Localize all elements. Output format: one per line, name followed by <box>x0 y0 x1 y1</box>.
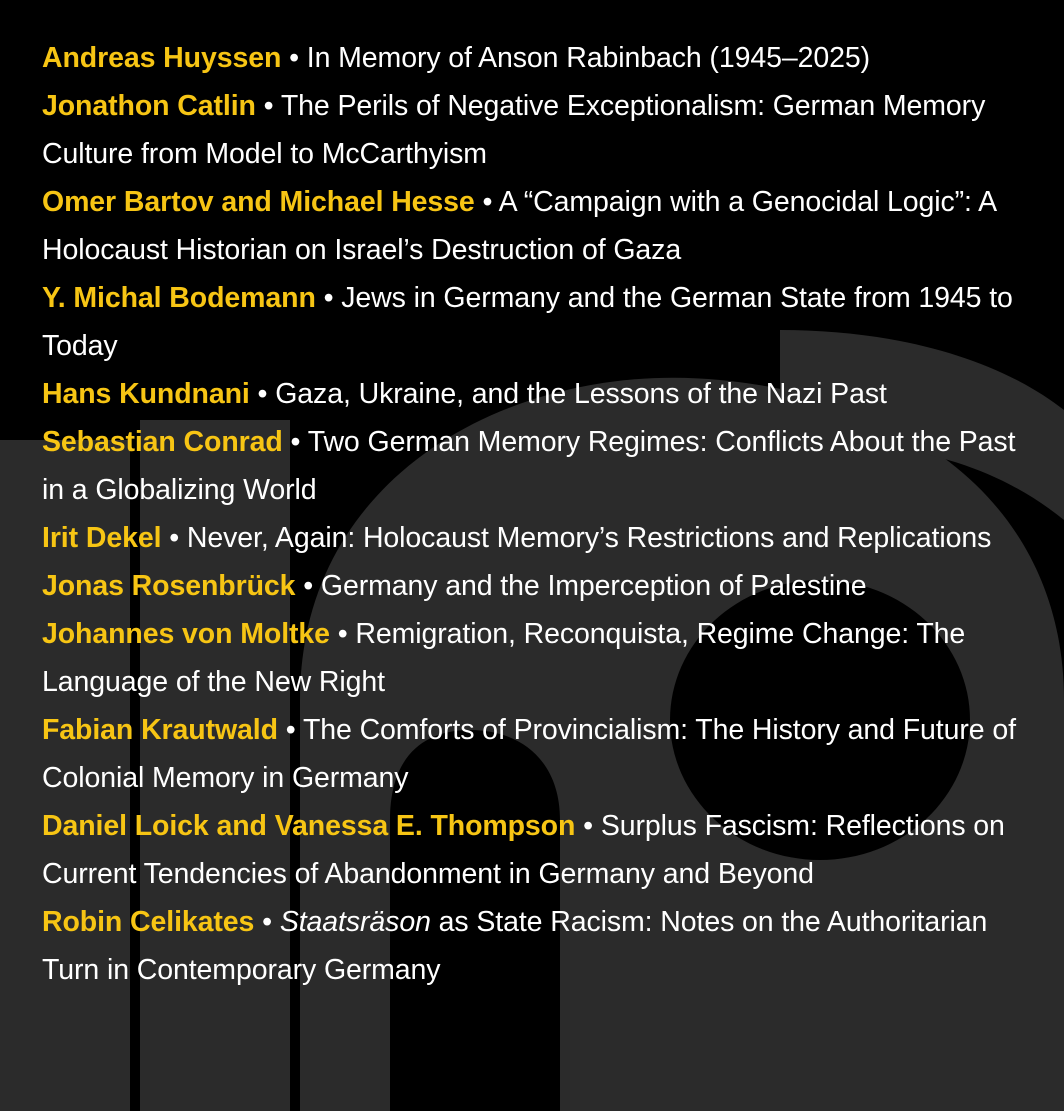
entry-title: In Memory of Anson Rabinbach (1945–2025) <box>306 42 870 74</box>
separator: • <box>329 618 356 650</box>
separator: • <box>474 186 499 218</box>
list-item <box>42 178 1042 274</box>
list-item <box>42 82 1042 178</box>
list-item <box>42 610 1042 706</box>
entry-title: Jews in Germany and the German State from 1945 to Today <box>42 282 1013 362</box>
author-link[interactable]: Daniel Loick and Vanessa E. Thompson <box>42 810 576 842</box>
list-item <box>42 34 1042 82</box>
separator: • <box>295 570 321 602</box>
separator: • <box>254 906 280 938</box>
author-link[interactable]: Omer Bartov and Michael Hesse <box>42 186 475 218</box>
contents-list <box>42 34 1042 994</box>
list-item <box>42 274 1042 370</box>
entry-title: The Comforts of Provincialism: The History and Future of Colonial Memory in Germany <box>42 714 1016 794</box>
entry-title: Surplus Fascism: Reflections on Current Tendencies of Abandonment in Germany and Beyond <box>42 810 1005 890</box>
author-link[interactable]: Hans Kundnani <box>42 378 250 410</box>
author-link[interactable]: Johannes von Moltke <box>42 618 330 650</box>
author-link[interactable]: Fabian Krautwald <box>42 714 278 746</box>
author-link[interactable]: Y. Michal Bodemann <box>42 282 316 314</box>
separator: • <box>255 90 281 122</box>
author-link[interactable]: Robin Celikates <box>42 906 255 938</box>
entry-title: Gaza, Ukraine, and the Lessons of the Nazi Past <box>275 378 887 410</box>
list-item <box>42 370 1042 418</box>
entry-title: as State Racism: Notes on the Authoritarian Turn in Contemporary Germany <box>42 906 988 986</box>
entry-title: Germany and the Imperception of Palestine <box>320 570 867 602</box>
entry-title-italic: Staatsräson <box>279 906 431 938</box>
entry-title: A “Campaign with a Genocidal Logic”: A Holocaust Historian on Israel’s Destruction of Gaza <box>42 186 996 266</box>
author-link[interactable]: Andreas Huyssen <box>42 42 282 74</box>
list-item <box>42 418 1042 514</box>
list-item <box>42 706 1042 802</box>
author-link[interactable]: Sebastian Conrad <box>42 426 283 458</box>
separator: • <box>315 282 342 314</box>
list-item <box>42 562 1042 610</box>
author-link[interactable]: Irit Dekel <box>42 522 162 554</box>
author-link[interactable]: Jonas Rosenbrück <box>42 570 296 602</box>
entry-title: Two German Memory Regimes: Conflicts About the Past in a Globalizing World <box>42 426 1016 506</box>
entry-title: Never, Again: Holocaust Memory’s Restrictions and Replications <box>186 522 992 554</box>
separator: • <box>249 378 276 410</box>
entry-title: The Perils of Negative Exceptionalism: German Memory Culture from Model to McCarthyism <box>42 90 986 170</box>
separator: • <box>575 810 601 842</box>
list-item <box>42 514 1042 562</box>
entry-title: Remigration, Reconquista, Regime Change: The Language of the New Right <box>42 618 966 698</box>
separator: • <box>282 426 308 458</box>
list-item <box>42 802 1042 898</box>
separator: • <box>277 714 303 746</box>
separator: • <box>161 522 187 554</box>
author-link[interactable]: Jonathon Catlin <box>42 90 256 122</box>
list-item <box>42 898 1042 994</box>
separator: • <box>281 42 307 74</box>
